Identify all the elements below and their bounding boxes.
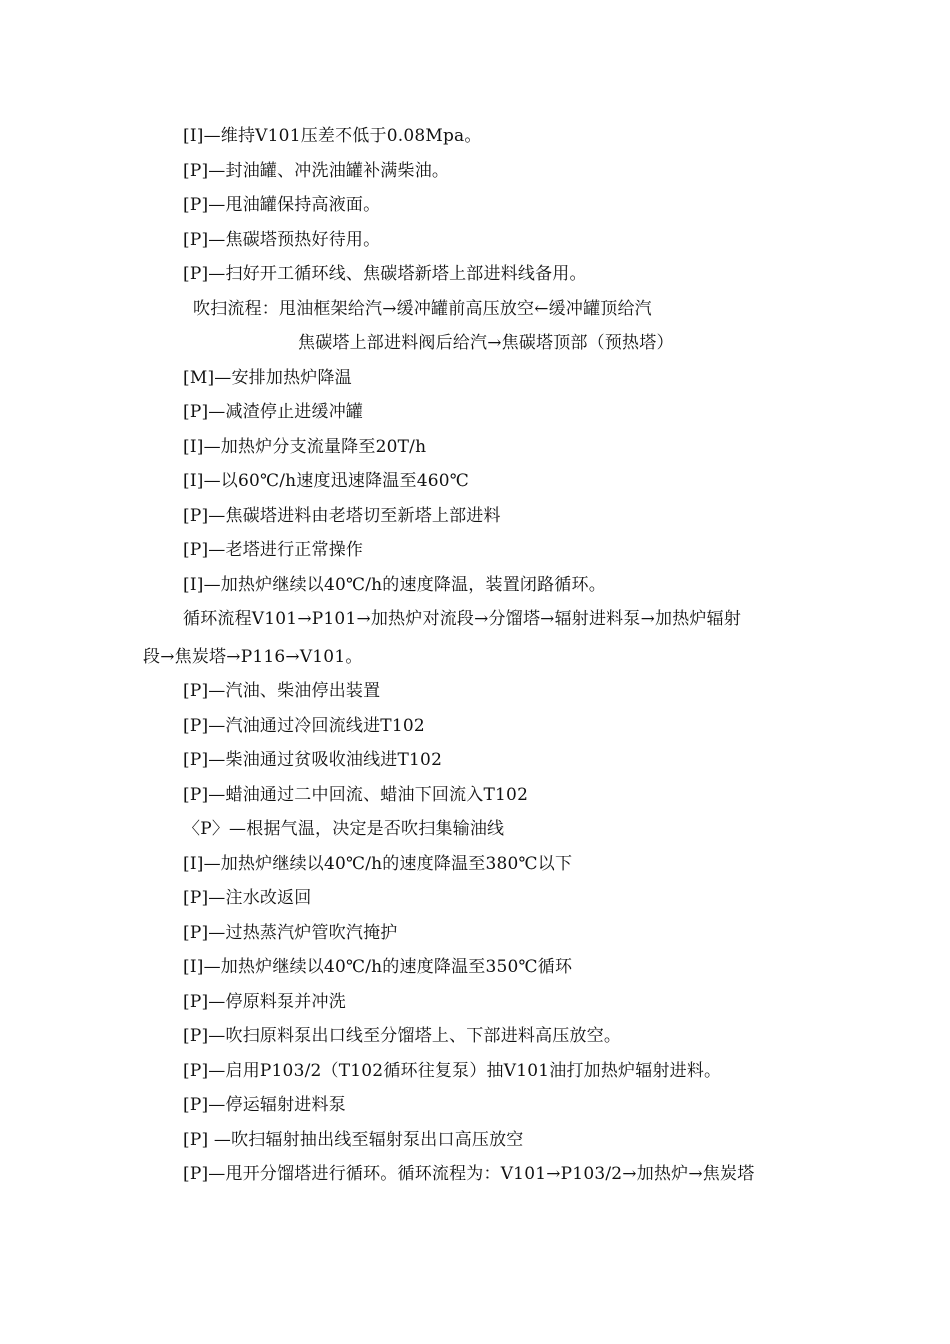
text-line: [M]—安排加热炉降温 <box>183 368 352 388</box>
text-line: [I]—以60℃/h速度迅速降温至460℃ <box>183 471 469 491</box>
text-line: [P]—蜡油通过二中回流、蜡油下回流入T102 <box>183 785 529 805</box>
text-line: [I]—加热炉继续以40℃/h的速度降温至380℃以下 <box>183 854 573 874</box>
text-line: [P]—停运辐射进料泵 <box>183 1095 346 1115</box>
text-line: [P]—封油罐、冲洗油罐补满柴油。 <box>183 161 450 181</box>
text-line: [P]—减渣停止进缓冲罐 <box>183 402 364 422</box>
text-line: [I]—加热炉继续以40℃/h的速度降温，装置闭路循环。 <box>183 575 606 595</box>
text-line: [P]—启用P103/2（T102循环往复泵）抽V101油打加热炉辐射进料。 <box>183 1061 722 1081</box>
text-line: [P]—停原料泵并冲洗 <box>183 992 346 1012</box>
text-line: [P]—甩开分馏塔进行循环。循环流程为：V101→P103/2→加热炉→焦炭塔 <box>183 1164 755 1184</box>
text-line: 循环流程V101→P101→加热炉对流段→分馏塔→辐射进料泵→加热炉辐射 <box>183 609 742 629</box>
text-line: [P] —吹扫辐射抽出线至辐射泵出口高压放空 <box>183 1130 524 1150</box>
text-line: 吹扫流程：甩油框架给汽→缓冲罐前高压放空←缓冲罐顶给汽 <box>193 299 652 319</box>
text-line: [I]—维持V101压差不低于0.08Mpa。 <box>183 126 482 146</box>
text-line: [P]—老塔进行正常操作 <box>183 540 364 560</box>
text-line: [P]—汽油、柴油停出装置 <box>183 681 381 701</box>
text-line: [P]—甩油罐保持高液面。 <box>183 195 381 215</box>
text-line: [P]—扫好开工循环线、焦碳塔新塔上部进料线备用。 <box>183 264 587 284</box>
text-line: [P]—注水改返回 <box>183 888 312 908</box>
text-line: [P]—焦碳塔预热好待用。 <box>183 230 381 250</box>
text-line: [P]—焦碳塔进料由老塔切至新塔上部进料 <box>183 506 501 526</box>
text-line: [P]—过热蒸汽炉管吹汽掩护 <box>183 923 398 943</box>
text-line: [I]—加热炉分支流量降至20T/h <box>183 437 427 457</box>
text-line: 焦碳塔上部进料阀后给汽→焦碳塔顶部（预热塔） <box>298 333 674 353</box>
text-line: [P]—吹扫原料泵出口线至分馏塔上、下部进料高压放空。 <box>183 1026 622 1046</box>
text-line: 〈P〉—根据气温，决定是否吹扫集输油线 <box>183 819 505 839</box>
text-line: [I]—加热炉继续以40℃/h的速度降温至350℃循环 <box>183 957 573 977</box>
text-line: [P]—汽油通过冷回流线进T102 <box>183 716 425 736</box>
text-line: [P]—柴油通过贫吸收油线进T102 <box>183 750 443 770</box>
text-line: 段→焦炭塔→P116→V101。 <box>143 647 363 667</box>
